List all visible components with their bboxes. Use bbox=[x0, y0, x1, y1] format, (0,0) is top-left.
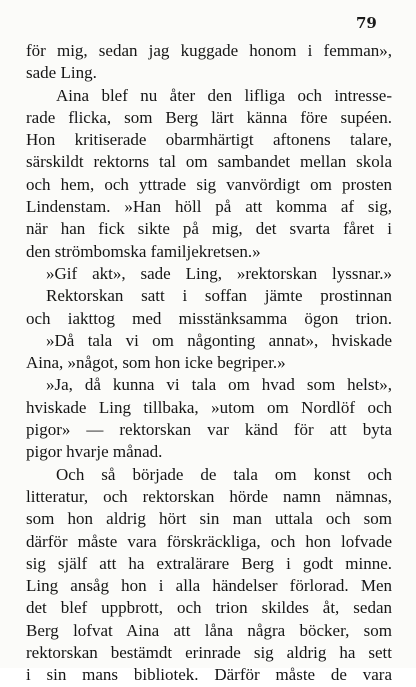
text-line: »Då tala vi om någonting annat», hviskade bbox=[46, 330, 392, 350]
text-line: hviskade Ling tillbaka, »utom om Nordlöf och bbox=[26, 397, 392, 417]
text-line: när han fick sikte på mig, det svarta fåret i bbox=[26, 219, 392, 239]
text-line: pigor» — rektorskan var känd för att byta bbox=[26, 420, 392, 440]
text-line: i sin mans bibliotek. Därför måste de vara bbox=[26, 665, 392, 685]
text-line: Aina, »något, som hon icke begriper.» bbox=[26, 353, 286, 373]
text-line: och iakttog med misstänksamma ögon trion. bbox=[26, 308, 392, 328]
body-text bbox=[26, 40, 392, 687]
text-line: Aina blef nu åter den lifliga och intresse- bbox=[56, 85, 392, 105]
text-line: »Ja, då kunna vi tala om hvad som helst», bbox=[46, 375, 392, 395]
text-line: litteratur, och rektorskan hörde namn nämnas, bbox=[26, 486, 392, 506]
text-line: sig själf att ha extralärare Berg i godt minne. bbox=[26, 553, 392, 573]
text-line: rektorskan bestämdt erinrade sig aldrig ha sett bbox=[26, 643, 392, 663]
text-line: särskildt rektorns tal om sambandet mellan skola bbox=[26, 152, 392, 172]
text-line: och hem, och yttrade sig vanvördigt om prosten bbox=[26, 174, 392, 194]
text-line: som hon aldrig hört sin man uttala och som bbox=[26, 509, 392, 529]
text-line: rade flicka, som Berg lärt känna före supéen. bbox=[26, 107, 392, 127]
text-line: därför måste vara förskräckliga, och hon lofvade bbox=[26, 531, 392, 551]
text-line: Och så började de tala om konst och bbox=[56, 464, 392, 484]
page-number: 79 bbox=[356, 14, 377, 32]
text-line: pigor hvarje månad. bbox=[26, 442, 163, 462]
text-line: sade Ling. bbox=[26, 63, 97, 83]
text-line: »Gif akt», sade Ling, »rektorskan lyssnar.» bbox=[46, 263, 392, 283]
text-line: Ling ansåg hon i alla händelser förlorad. Men bbox=[26, 576, 392, 596]
text-line: för mig, sedan jag kuggade honom i femman», bbox=[26, 41, 392, 60]
text-line: Berg lofvat Aina att låna några böcker, som bbox=[26, 620, 392, 640]
text-line: det blef uppbrott, och trion skildes åt, sedan bbox=[26, 598, 392, 618]
text-line: Lindenstam. »Han höll på att komma af sig, bbox=[26, 197, 392, 217]
text-line: Rektorskan satt i soffan jämte prostinnan bbox=[46, 286, 392, 306]
text-line: Hon kritiserade obarmhärtigt aftonens talare, bbox=[26, 130, 392, 150]
text-line: den strömbomska familjekretsen.» bbox=[26, 241, 261, 261]
